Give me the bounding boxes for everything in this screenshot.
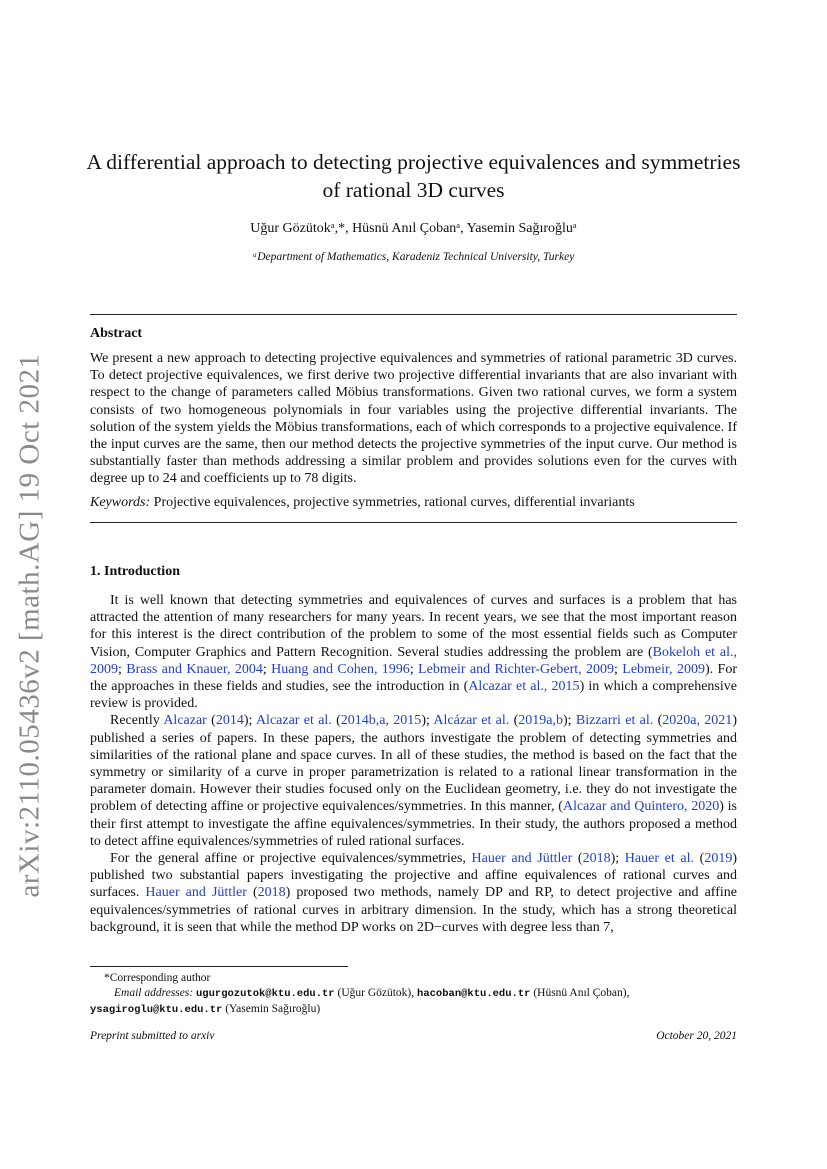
- email-link-2[interactable]: hacoban@ktu.edu.tr: [417, 988, 531, 1000]
- arxiv-stamp: [0, 345, 60, 905]
- paragraph-1: [90, 592, 737, 712]
- paragraph-text: );: [610, 851, 625, 867]
- paragraph-text: For the general affine or projective equivalences/symmetries,: [110, 851, 472, 867]
- abstract-top-rule: [90, 314, 737, 315]
- citation-link[interactable]: 2018: [257, 885, 286, 901]
- keywords-label: Keywords:: [90, 495, 151, 510]
- email-owner-2: (Hüsnü Anıl Çoban),: [533, 987, 630, 999]
- paragraph-text: ) is their first attempt to investigate the affine equivalences/symmetries. In their study, the authors proposed a method to detect affine equivalences/symmetries of ruled rational surfaces.: [90, 799, 738, 849]
- paragraph-text: ) published a series of papers. In these papers, the authors investigate the problem of detecting symmetries and similarities of the rational plane and space curves. In all of these studies, the method is based on the fact that the symmetry or similarity of a curve in proper parametrization is related to a rational linear transformation in the parameter domain. However their studies focused only on the Euclidean geometry, i.e. they do not investigate the problem of detecting affine or projective equivalences/symmetries. In this manner, (: [90, 713, 737, 815]
- citation-link[interactable]: Brass and Knauer, 2004: [126, 661, 263, 677]
- preprint-label: Preprint submitted to arxiv: [90, 1030, 215, 1042]
- paragraph-text: );: [562, 713, 576, 729]
- paragraph-text: ) published two substantial papers investigating the projective and affine equivalences of rational curves and surfaces.: [90, 851, 737, 901]
- section-heading-introduction: 1. Introduction: [90, 564, 180, 579]
- citation-link[interactable]: Lebmeir, 2009: [622, 661, 706, 677]
- footnote-corresponding: *Corresponding author: [104, 972, 211, 984]
- paragraph-text: (: [694, 851, 705, 867]
- paragraph-text: (: [572, 851, 583, 867]
- paragraph-text: ) in which a comprehensive review is provided.: [90, 679, 737, 712]
- paragraph-text: It is well known that detecting symmetries and equivalences of curves and surfaces is a problem that has attracted the attention of many researchers for many years. In recent years, we see that the most important reason for this interest is the direct contribution of the problem to some of the most essential fields such as Computer Vision, Computer Graphics and Pattern Recognition. Several studies addressing the problem are (: [90, 593, 737, 660]
- abstract-text: We present a new approach to detecting projective equivalences and symmetries of rational parametric 3D curves. To detect projective equivalences, we first derive two projective differential invariants that are also invariant with respect to the change of parameters called Möbius transformations. Given two rational curves, we form a system consists of two homogeneous polynomials in four variables using the projective differential invariants. The solution of the system yields the Möbius transformations, each of which corresponds to a projective equivalence. If the input curves are the same, then our method detects the projective symmetries of the input curve. Our method is substantially faster than methods addressing a similar problem and provides solutions even for the curves with degree up to 24 and coefficients up to 78 digits.: [90, 351, 737, 487]
- paper-title: [60, 148, 767, 204]
- citation-link[interactable]: 2020a, 2021: [662, 713, 733, 729]
- paragraph-text: ;: [262, 661, 272, 677]
- abstract-bottom-rule: [90, 522, 737, 523]
- introduction-body: [90, 592, 737, 936]
- paragraph-text: ;: [118, 661, 127, 677]
- citation-link[interactable]: Huang and Cohen, 1996: [271, 661, 410, 677]
- paragraph-text: (: [509, 713, 519, 729]
- paragraph-text: (: [206, 713, 216, 729]
- title-line-1: A differential approach to detecting projective equivalences and symmetries: [86, 150, 741, 174]
- paragraph-text: Recently: [110, 713, 164, 729]
- email-label: Email addresses:: [114, 987, 194, 999]
- citation-link[interactable]: 2014: [215, 713, 244, 729]
- email-link-3[interactable]: ysagiroglu@ktu.edu.tr: [90, 1004, 223, 1016]
- citation-link[interactable]: Hauer and Jüttler: [145, 885, 247, 901]
- paragraph-text: ). For the approaches in these fields and studies, see the introduction in (: [90, 661, 737, 695]
- citation-link[interactable]: Alcazar: [163, 713, 207, 729]
- citation-link[interactable]: Bizzarri et al.: [575, 713, 654, 729]
- citation-link[interactable]: Hauer et al.: [624, 851, 694, 867]
- citation-link[interactable]: Bokeloh et al., 2009: [90, 644, 737, 677]
- email-owner-3: (Yasemin Sağıroğlu): [225, 1003, 321, 1015]
- email-owner-1: (Uğur Gözütok),: [337, 987, 415, 999]
- paragraph-text: ) proposed two methods, namely DP and RP, to detect projective and affine equivalences/symmetries of rational curves in arbitrary dimension. In the study, which has a strong theoretical background, it is seen that while the method DP works on 2D−curves with degree less than 7,: [90, 885, 737, 935]
- abstract-heading: Abstract: [90, 326, 143, 341]
- paragraph-text: (: [653, 713, 663, 729]
- citation-link[interactable]: Lebmeir and Richter-Gebert, 2009: [418, 661, 615, 677]
- footnote-rule: [90, 966, 348, 967]
- citation-link[interactable]: Alcázar et al.: [433, 713, 510, 729]
- footnote-emails-cont: [90, 1002, 737, 1018]
- paragraph-text: (: [331, 713, 341, 729]
- footnote-emails: [90, 986, 737, 1002]
- citation-link[interactable]: 2019: [704, 851, 733, 867]
- paragraph-text: );: [243, 713, 256, 729]
- keywords: [90, 495, 737, 511]
- citation-link[interactable]: Alcazar et al.: [255, 713, 332, 729]
- paragraph-text: ;: [614, 661, 623, 677]
- keywords-text: Projective equivalences, projective symmetries, rational curves, differential invariants: [153, 495, 635, 510]
- citation-link[interactable]: 2019a,b: [518, 713, 563, 729]
- affiliation: ᵃDepartment of Mathematics, Karadeniz Technical University, Turkey: [252, 251, 575, 263]
- paragraph-text: ;: [409, 661, 419, 677]
- arxiv-identifier: arXiv:2110.05436v2 [math.AG] 19 Oct 2021: [13, 352, 46, 898]
- email-link-1[interactable]: ugurgozutok@ktu.edu.tr: [195, 988, 335, 1000]
- paragraph-text: );: [421, 713, 434, 729]
- citation-link[interactable]: Alcazar et al., 2015: [468, 679, 580, 695]
- author-list: Uğur Gözütokᵃ,*, Hüsnü Anıl Çobanᵃ, Yasemin Sağıroğluᵃ: [250, 221, 577, 236]
- paragraph-2: [90, 712, 737, 850]
- submission-date: October 20, 2021: [656, 1030, 737, 1042]
- citation-link[interactable]: Hauer and Jüttler: [471, 851, 573, 867]
- citation-link[interactable]: 2014b,a, 2015: [340, 713, 422, 729]
- footnotes: [90, 971, 737, 1018]
- title-line-2: of rational 3D curves: [322, 178, 505, 202]
- citation-link[interactable]: Alcazar and Quintero, 2020: [562, 799, 720, 815]
- citation-link[interactable]: 2018: [582, 851, 611, 867]
- paragraph-3: [90, 850, 737, 936]
- paragraph-text: (: [246, 885, 258, 901]
